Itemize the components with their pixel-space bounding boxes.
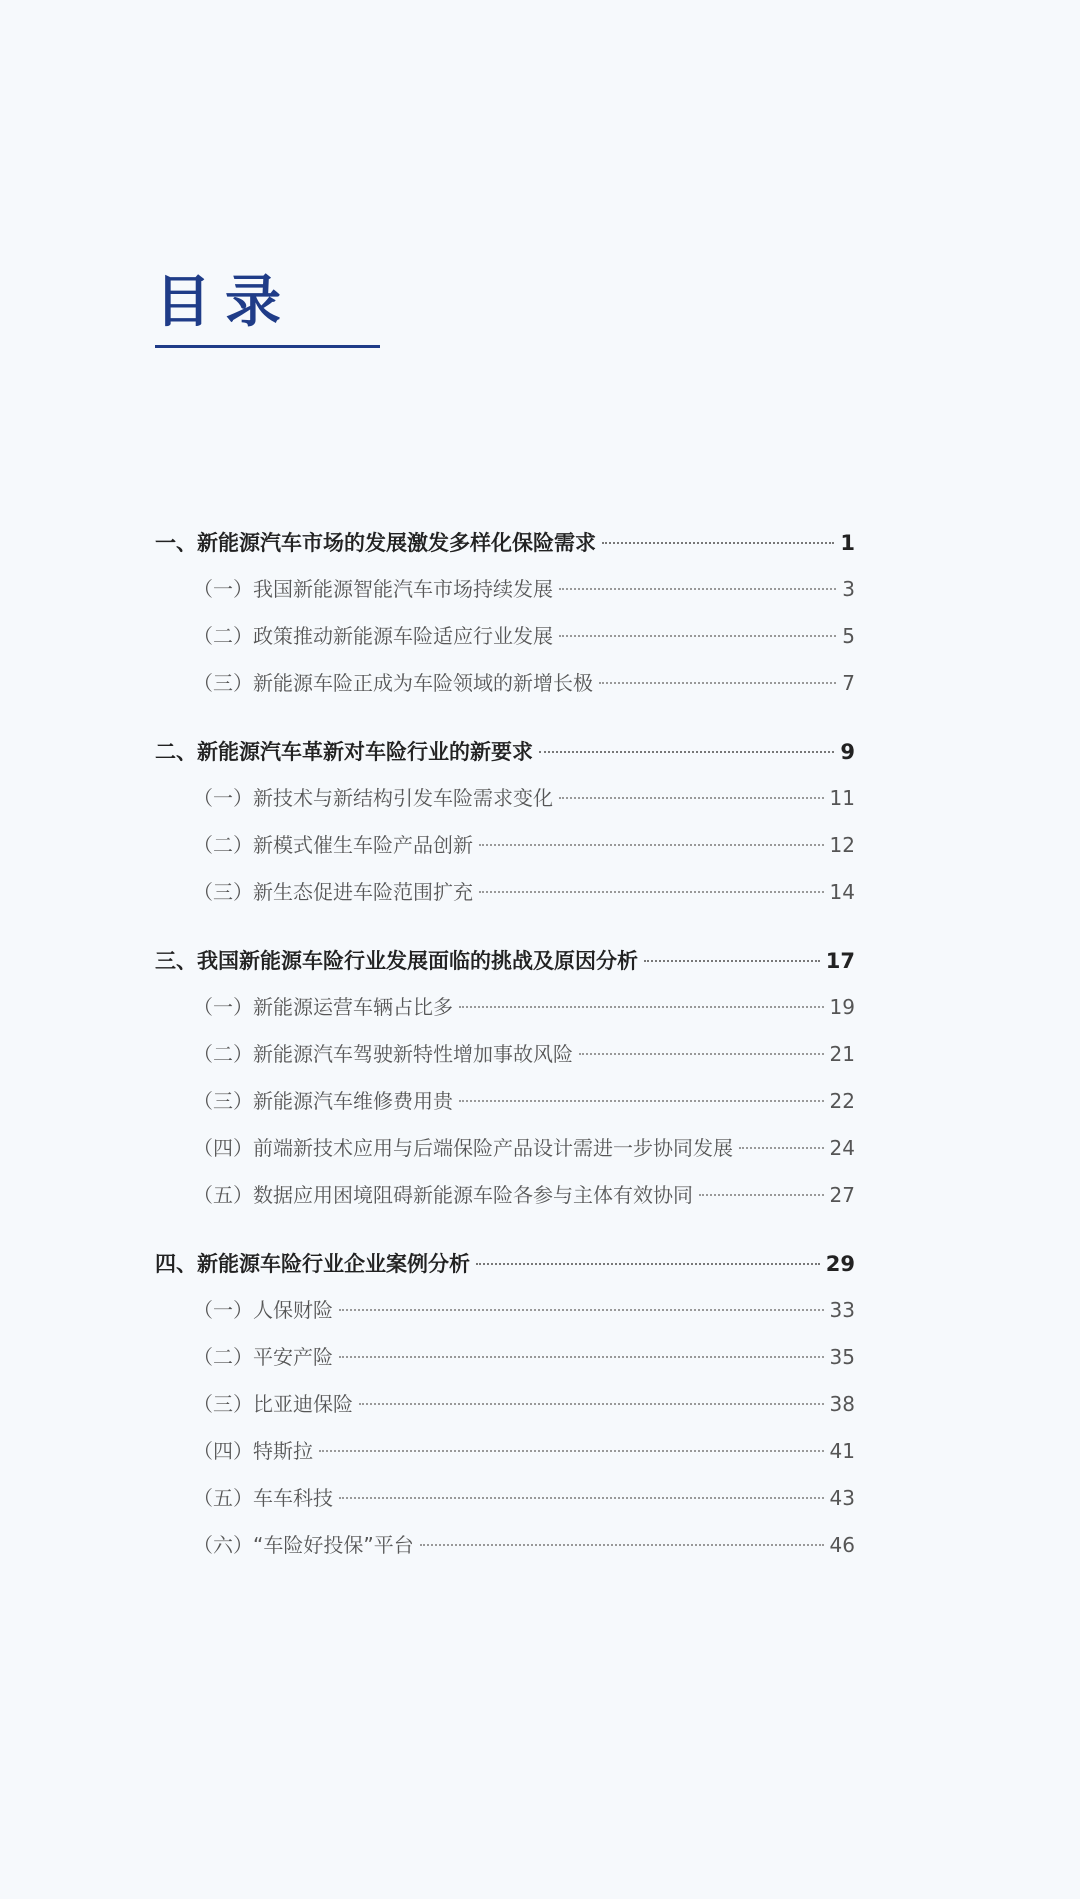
toc-subsection-entry[interactable]: [155, 1078, 855, 1125]
dot-leader: [476, 1263, 820, 1265]
toc-subsection-entry[interactable]: [155, 1522, 855, 1569]
toc-section: [155, 729, 855, 916]
toc-page-number: 1: [840, 531, 855, 555]
toc-subsection-entry[interactable]: [155, 984, 855, 1031]
toc-section-title: 一、新能源汽车市场的发展激发多样化保险需求: [155, 531, 596, 555]
toc-page-number: 41: [829, 1439, 855, 1463]
toc-section-entry[interactable]: [155, 520, 855, 566]
toc-section: [155, 520, 855, 707]
toc-section-entry[interactable]: [155, 938, 855, 984]
toc-subsection-title: （一）新能源运营车辆占比多: [193, 995, 453, 1019]
dot-leader: [599, 682, 836, 684]
toc-subsection-entry[interactable]: [155, 869, 855, 916]
page-title: 目录: [155, 270, 295, 335]
toc-section-title: 二、新能源汽车革新对车险行业的新要求: [155, 740, 533, 764]
dot-leader: [339, 1497, 824, 1499]
toc-subsection-title: （二）新能源汽车驾驶新特性增加事故风险: [193, 1042, 573, 1066]
toc-subsection-title: （六）“车险好投保”平台: [193, 1533, 414, 1557]
toc-page-number: 35: [829, 1345, 855, 1369]
toc-subsection-entry[interactable]: [155, 775, 855, 822]
table-of-contents: [155, 520, 855, 1591]
toc-subsection-title: （四）特斯拉: [193, 1439, 313, 1463]
dot-leader: [699, 1194, 824, 1196]
toc-page-number: 21: [829, 1042, 855, 1066]
toc-subsection-title: （二）平安产险: [193, 1345, 333, 1369]
toc-section-entry[interactable]: [155, 729, 855, 775]
toc-page-number: 38: [829, 1392, 855, 1416]
toc-subsection-entry[interactable]: [155, 1381, 855, 1428]
toc-section-title: 三、我国新能源车险行业发展面临的挑战及原因分析: [155, 949, 638, 973]
toc-page-number: 19: [829, 995, 855, 1019]
toc-page-number: 17: [825, 949, 855, 973]
dot-leader: [459, 1100, 824, 1102]
toc-subsection-title: （一）人保财险: [193, 1298, 333, 1322]
dot-leader: [539, 751, 834, 753]
toc-subsection-title: （一）新技术与新结构引发车险需求变化: [193, 786, 553, 810]
dot-leader: [559, 588, 836, 590]
toc-page-number: 43: [829, 1486, 855, 1510]
toc-subsection-entry[interactable]: [155, 1287, 855, 1334]
toc-subsection-entry[interactable]: [155, 822, 855, 869]
toc-section: [155, 938, 855, 1219]
toc-subsection-title: （二）新模式催生车险产品创新: [193, 833, 473, 857]
toc-section-entry[interactable]: [155, 1241, 855, 1287]
toc-subsection-title: （四）前端新技术应用与后端保险产品设计需进一步协同发展: [193, 1136, 733, 1160]
dot-leader: [579, 1053, 824, 1055]
dot-leader: [559, 797, 824, 799]
toc-page-number: 7: [842, 671, 855, 695]
toc-subsection-title: （三）新生态促进车险范围扩充: [193, 880, 473, 904]
dot-leader: [479, 844, 824, 846]
toc-subsection-entry[interactable]: [155, 1475, 855, 1522]
toc-subsection-title: （三）新能源车险正成为车险领域的新增长极: [193, 671, 593, 695]
toc-section: [155, 1241, 855, 1569]
dot-leader: [319, 1450, 824, 1452]
toc-subsection-entry[interactable]: [155, 566, 855, 613]
toc-page-number: 11: [829, 786, 855, 810]
toc-subsection-entry[interactable]: [155, 1428, 855, 1475]
dot-leader: [739, 1147, 824, 1149]
dot-leader: [559, 635, 836, 637]
title-underline: [155, 345, 380, 348]
toc-subsection-title: （二）政策推动新能源车险适应行业发展: [193, 624, 553, 648]
toc-page-number: 24: [829, 1136, 855, 1160]
dot-leader: [479, 891, 824, 893]
toc-subsection-title: （一）我国新能源智能汽车市场持续发展: [193, 577, 553, 601]
dot-leader: [359, 1403, 824, 1405]
dot-leader: [602, 542, 834, 544]
toc-subsection-entry[interactable]: [155, 613, 855, 660]
toc-subsection-entry[interactable]: [155, 1334, 855, 1381]
toc-subsection-entry[interactable]: [155, 1031, 855, 1078]
toc-subsection-title: （五）车车科技: [193, 1486, 333, 1510]
toc-page-number: 12: [829, 833, 855, 857]
dot-leader: [339, 1356, 824, 1358]
toc-page-number: 22: [829, 1089, 855, 1113]
toc-page-number: 46: [829, 1533, 855, 1557]
toc-page-number: 3: [842, 577, 855, 601]
toc-subsection-title: （三）比亚迪保险: [193, 1392, 353, 1416]
toc-page-number: 27: [829, 1183, 855, 1207]
toc-subsection-title: （五）数据应用困境阻碍新能源车险各参与主体有效协同: [193, 1183, 693, 1207]
toc-page-number: 5: [842, 624, 855, 648]
dot-leader: [459, 1006, 824, 1008]
toc-subsection-entry[interactable]: [155, 660, 855, 707]
toc-subsection-entry[interactable]: [155, 1172, 855, 1219]
toc-page-number: 33: [829, 1298, 855, 1322]
dot-leader: [644, 960, 820, 962]
toc-subsection-title: （三）新能源汽车维修费用贵: [193, 1089, 453, 1113]
toc-page-number: 29: [825, 1252, 855, 1276]
toc-page-number: 14: [829, 880, 855, 904]
toc-subsection-entry[interactable]: [155, 1125, 855, 1172]
toc-section-title: 四、新能源车险行业企业案例分析: [155, 1252, 470, 1276]
toc-page-number: 9: [840, 740, 855, 764]
dot-leader: [339, 1309, 824, 1311]
dot-leader: [420, 1544, 824, 1546]
